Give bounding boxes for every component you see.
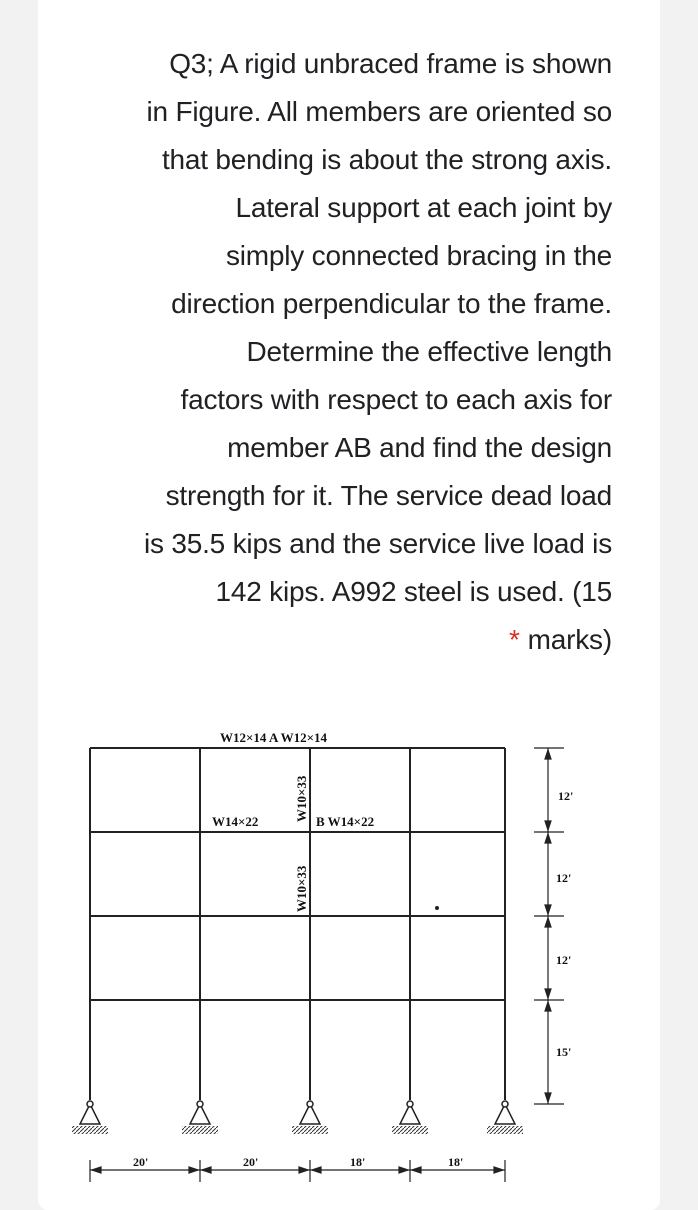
question-line: Lateral support at each joint by [235, 192, 612, 223]
marks-text: marks) [527, 624, 612, 655]
question-line: strength for it. The service dead load [165, 480, 612, 511]
top-beams-label: W12×14 A W12×14 [220, 730, 328, 745]
pin-support [72, 1104, 108, 1134]
required-asterisk: * [508, 624, 520, 655]
pin-support [182, 1104, 218, 1134]
bay-width-label: 18' [448, 1155, 464, 1169]
bay-width-label: 18' [350, 1155, 366, 1169]
pin-support [487, 1104, 523, 1134]
story-height-label: 12' [556, 953, 572, 967]
question-line: that bending is about the strong axis. [161, 144, 612, 175]
dot-mark [435, 906, 439, 910]
supports [72, 1101, 523, 1134]
question-line: member AB and find the design [227, 432, 612, 463]
upper-column-label: W10×33 [294, 775, 309, 822]
question-line: Determine the effective length [246, 336, 612, 367]
question-line: Q3; A rigid unbraced frame is shown [169, 48, 612, 79]
question-line: factors with respect to each axis for [180, 384, 612, 415]
bay-width-label: 20' [133, 1155, 149, 1169]
question-line: simply connected bracing in the [225, 240, 612, 271]
question-line: in Figure. All members are oriented so [146, 96, 612, 127]
mid-beam-label: W14×22 [212, 814, 259, 829]
story-height-label: 15' [556, 1045, 572, 1059]
question-line: direction perpendicular to the frame. [171, 288, 612, 319]
joint-b-label: B W14×22 [316, 814, 375, 829]
story-height-label: 12' [558, 789, 574, 803]
lower-column-label: W10×33 [294, 865, 309, 912]
bay-width-label: 20' [243, 1155, 259, 1169]
bay-dimensions [90, 1160, 505, 1182]
question-line: 142 kips. A992 steel is used. (15 [215, 576, 612, 607]
question-line: is 35.5 kips and the service live load is [143, 528, 612, 559]
pin-support [392, 1104, 428, 1134]
pin-support [292, 1104, 328, 1134]
story-height-label: 12' [556, 871, 572, 885]
